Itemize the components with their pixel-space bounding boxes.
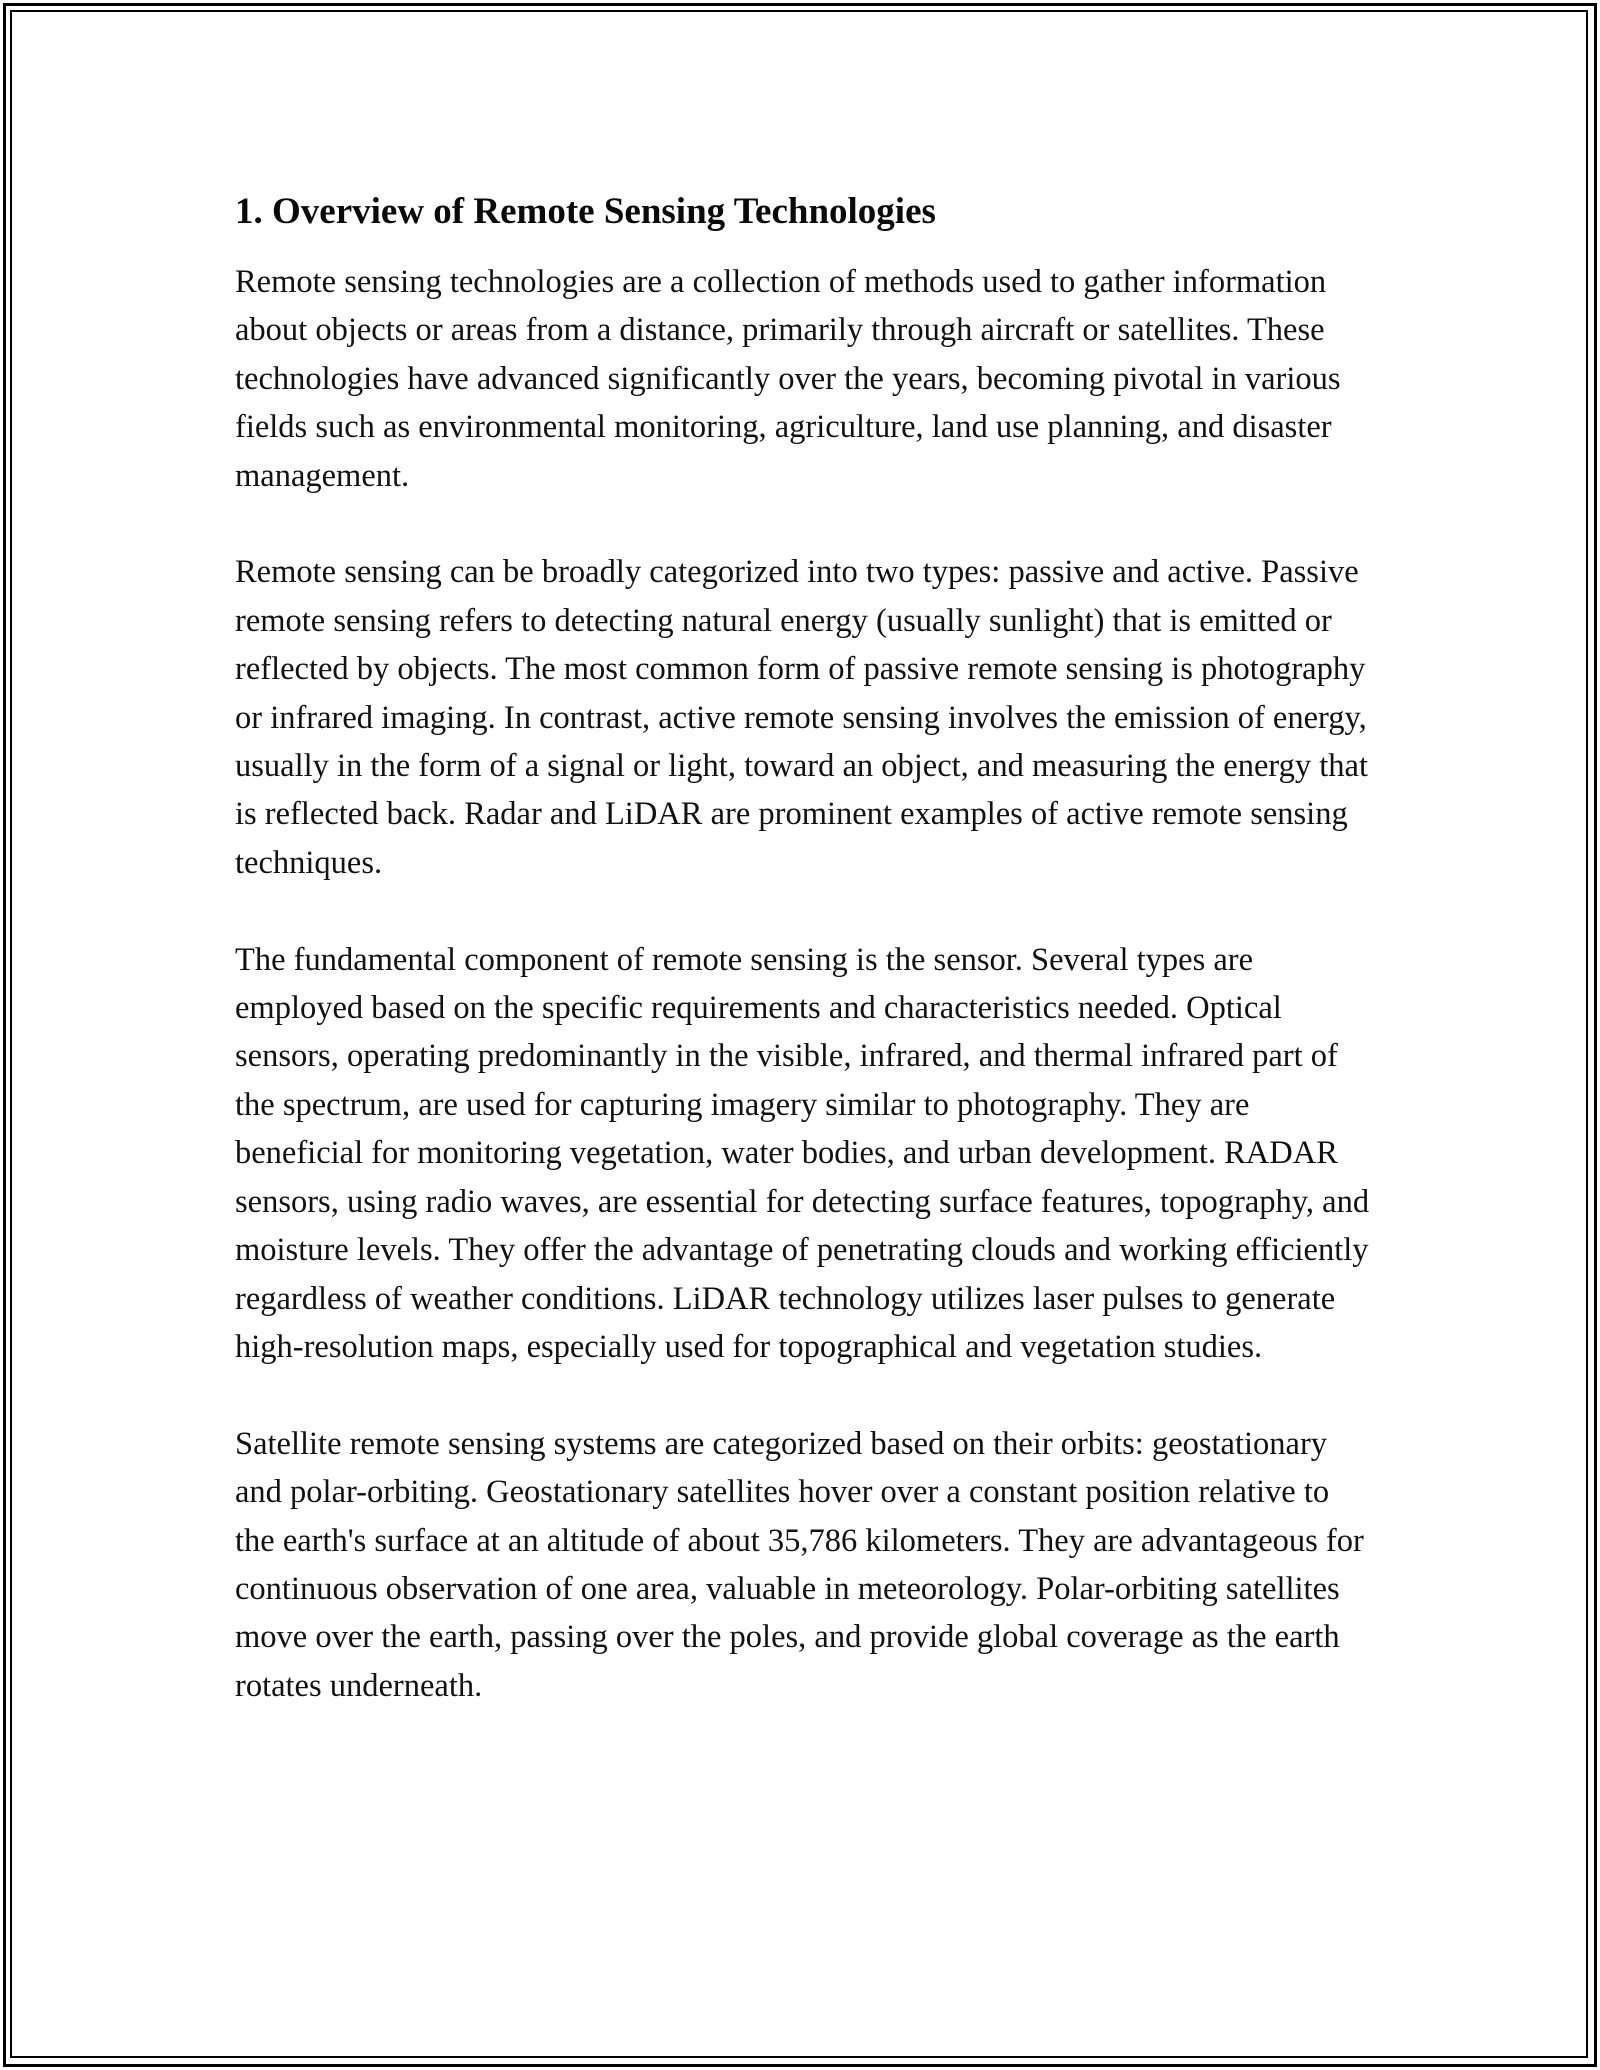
document-body	[235, 186, 1375, 1759]
paragraph-passive-active: Remote sensing can be broadly categorized into two types: passive and active. Passive remote sensing refers to detecting natural energy (usually sunlight) that is emitted or reflected by objects. The most common form of passive remote sensing is photography or infrared imaging. In contrast, active remote sensing involves the emission of energy, usually in the form of a signal or light, toward an object, and measuring the energy that is reflected back. Radar and LiDAR are prominent examples of active remote sensing techniques.	[235, 554, 1368, 881]
section-title: 1. Overview of Remote Sensing Technologies	[235, 191, 936, 232]
paragraph-satellite-orbits: Satellite remote sensing systems are categorized based on their orbits: geostationary and polar-orbiting. Geostationary satellites hover over a constant position relative to the earth's surface at an altitude of about 35,786 kilometers. They are advantageous for continuous observation of one area, valuable in meteorology. Polar-orbiting satellites move over the earth, passing over the poles, and provide global coverage as the earth rotates underneath.	[235, 1425, 1364, 1704]
paragraph-sensors: The fundamental component of remote sensing is the sensor. Several types are employed based on the specific requirements and characteristics needed. Optical sensors, operating predominantly in the visible, infrared, and thermal infrared part of the spectrum, are used for capturing imagery similar to photography. They are beneficial for monitoring vegetation, water bodies, and urban development. RADAR sensors, using radio waves, are essential for detecting surface features, topography, and moisture levels. They offer the advantage of penetrating clouds and working efficiently regardless of weather conditions. LiDAR technology utilizes laser pulses to generate high-resolution maps, especially used for topographical and vegetation studies.	[235, 941, 1370, 1365]
paragraph-overview: Remote sensing technologies are a collection of methods used to gather information about objects or areas from a distance, primarily through aircraft or satellites. These technologies have advanced significantly over the years, becoming pivotal in various fields such as environmental monitoring, agriculture, land use planning, and disaster management.	[235, 264, 1341, 494]
